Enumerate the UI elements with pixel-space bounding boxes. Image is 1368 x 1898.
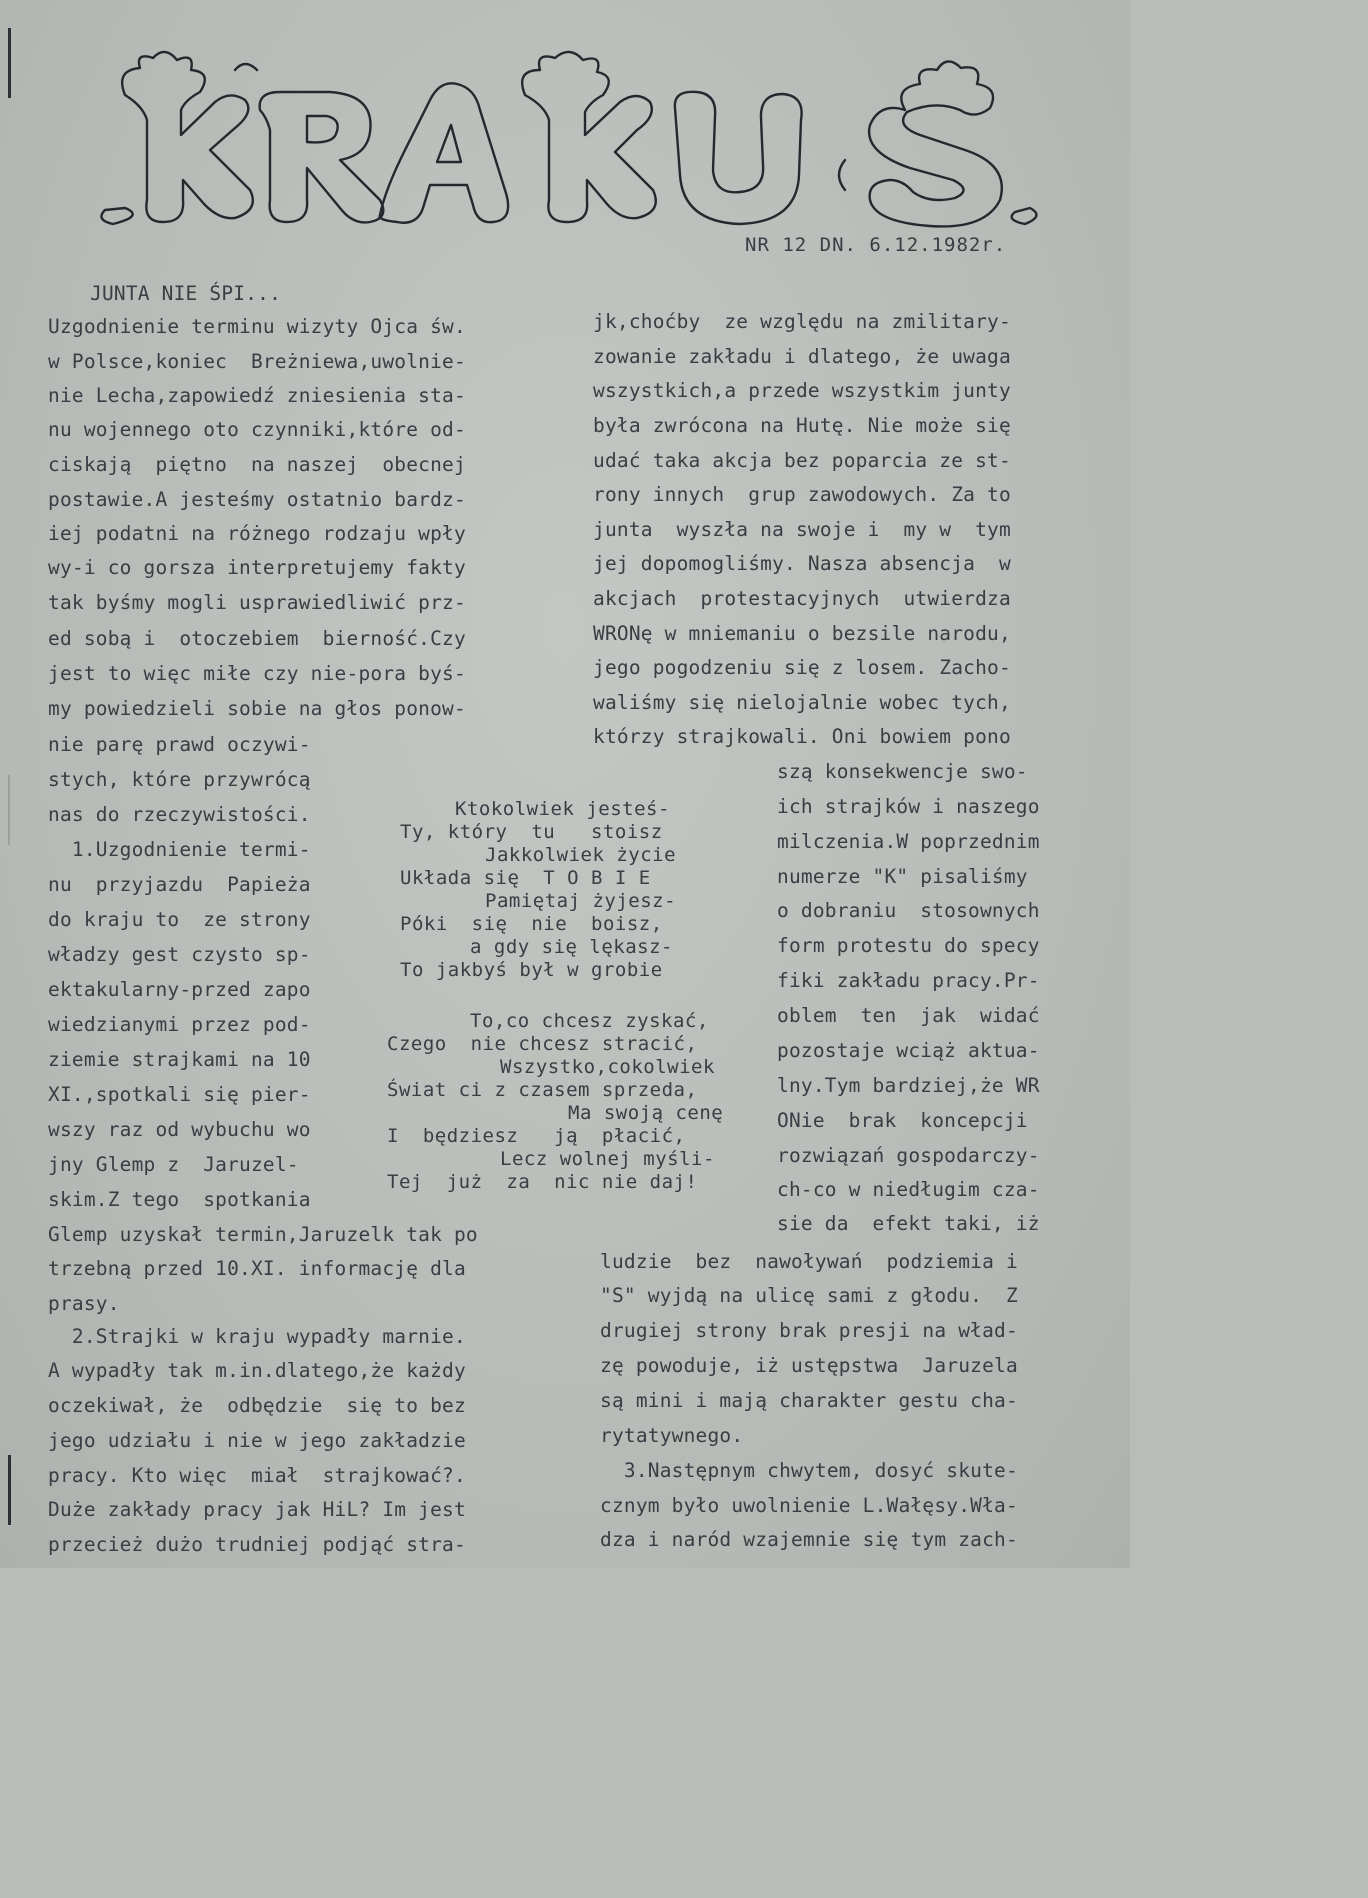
right-column-line: junta wyszła na swoje i my w tym [593,518,1011,541]
left-column-line: pracy. Kto więc miał strajkować?. [48,1464,466,1487]
left-column-line: iej podatni na różnego rodzaju wpły [48,522,466,545]
poem-line: a gdy się lękasz- [470,936,673,958]
left-column-line: wiedzianymi przez pod- [48,1013,311,1036]
right-column-line: jej dopomogliśmy. Nasza absencja w [593,552,1011,575]
right-column-line: rony innych grup zawodowych. Za to [593,483,1011,506]
left-column-line: Glemp uzyskał termin,Jaruzelk tak po [48,1223,478,1246]
left-column-line: nas do rzeczywistości. [48,803,311,826]
right-column-line: waliśmy się nielojalnie wobec tych, [593,691,1011,714]
right-column-line: form protestu do specy [777,934,1040,957]
poem-line: Czego nie chcesz stracić, [387,1033,698,1055]
right-column-line: rozwiązań gospodarczy- [777,1144,1040,1167]
poem-line: To,co chcesz zyskać, [470,1010,709,1032]
right-column-line: wszystkich,a przede wszystkim junty [593,379,1011,402]
right-column-line: są mini i mają charakter gestu cha- [600,1389,1018,1412]
left-column-line: ektakularny-przed zapo [48,978,311,1001]
poem-line: Układa się T O B I E [400,867,651,889]
right-column-line: "S" wyjdą na ulicę sami z głodu. Z [600,1284,1018,1307]
left-column-line: postawie.A jesteśmy ostatnio bardz- [48,488,466,511]
poem-line: Ma swoją cenę [568,1102,724,1124]
poem-line: To jakbyś był w grobie [400,959,663,981]
left-column-line: ciskają piętno na naszej obecnej [48,453,466,476]
right-column-line: oblem ten jak widać [777,1004,1040,1027]
poem-line: Pamiętaj żyjesz- [485,890,677,912]
left-column-line: jest to więc miłe czy nie-pora byś- [48,662,466,685]
poem-line: Świat ci z czasem sprzeda, [387,1079,698,1101]
binding-mark [8,1455,11,1525]
left-column-line: XI.,spotkali się pier- [48,1083,311,1106]
article-heading: JUNTA NIE ŚPI... [90,282,282,305]
left-column-line: wy-i co gorsza interpretujemy fakty [48,556,466,579]
poem-line: Ty, który tu stoisz [400,821,663,843]
binding-mark [8,775,10,845]
left-column-line: wszy raz od wybuchu wo [48,1118,311,1141]
binding-mark [8,28,11,98]
right-column-line: ONie brak koncepcji [777,1109,1028,1132]
right-column-line: fiki zakładu pracy.Pr- [777,969,1040,992]
left-column-line: Uzgodnienie terminu wizyty Ojca św. [48,315,466,338]
left-column-line: ziemie strajkami na 10 [48,1048,311,1071]
right-column-line: ludzie bez nawoływań podziemia i [600,1250,1018,1273]
left-column-line: oczekiwał, że odbędzie się to bez [48,1394,466,1417]
poem-line: Ktokolwiek jesteś- [455,798,670,820]
right-column-line: dza i naród wzajemnie się tym zach- [600,1528,1018,1551]
left-column-line: A wypadły tak m.in.dlatego,że każdy [48,1359,466,1382]
right-column-line: szą konsekwencje swo- [777,760,1028,783]
right-column-line: udać taka akcja bez poparcia ze st- [593,449,1011,472]
left-column-line: stych, które przywrócą [48,768,311,791]
right-column-line: akcjach protestacyjnych utwierdza [593,587,1011,610]
left-column-line: jego udziału i nie w jego zakładzie [48,1429,466,1452]
left-column-line: nie Lecha,zapowiedź zniesienia sta- [48,384,466,407]
right-column-line: była zwrócona na Hutę. Nie może się [593,414,1011,437]
right-column-line: lny.Tym bardziej,że WR [777,1074,1040,1097]
left-column-line: prasy. [48,1292,120,1315]
left-column-line: nie parę prawd oczywi- [48,733,311,756]
right-column-line: 3.Następnym chwytem, dosyć skute- [600,1459,1018,1482]
poem-line: Tej już za nic nie daj! [387,1171,698,1193]
right-column-line: cznym było uwolnienie L.Wałęsy.Wła- [600,1494,1018,1517]
left-column-line: władzy gest czysto sp- [48,943,311,966]
right-column-line: jego pogodzeniu się z losem. Zacho- [593,656,1011,679]
poem-line: I będziesz ją płacić, [387,1125,686,1147]
masthead-title-art [85,40,1045,240]
right-column-line: sie da efekt taki, iż [777,1212,1040,1235]
right-column-line: milczenia.W poprzednim [777,830,1040,853]
issue-number-date: NR 12 DN. 6.12.1982r. [745,234,1007,256]
left-column-line: jny Glemp z Jaruzel- [48,1153,299,1176]
right-column-line: ch-co w niedługim cza- [777,1178,1040,1201]
masthead-logo [85,40,1045,240]
poem-line: Jakkolwiek życie [485,844,677,866]
left-column-line: przecież dużo trudniej podjąć stra- [48,1533,466,1556]
right-column-line: zę powoduje, iż ustępstwa Jaruzela [600,1354,1018,1377]
right-column-line: o dobraniu stosownych [777,899,1040,922]
left-column-line: trzebną przed 10.XI. informację dla [48,1257,466,1280]
left-column-line: nu przyjazdu Papieża [48,873,311,896]
left-column-line: w Polsce,koniec Breżniewa,uwolnie- [48,350,466,373]
right-column-line: ich strajków i naszego [777,795,1040,818]
poem-line: Wszystko,cokolwiek [500,1056,715,1078]
left-column-line: do kraju to ze strony [48,908,311,931]
right-column-line: pozostaje wciąż aktua- [777,1039,1040,1062]
poem-line: Lecz wolnej myśli- [500,1148,715,1170]
left-column-line: tak byśmy mogli usprawiedliwić prz- [48,591,466,614]
left-column-line: skim.Z tego spotkania [48,1188,311,1211]
right-column-line: rytatywnego. [600,1424,744,1447]
left-column-line: my powiedzieli sobie na głos ponow- [48,697,466,720]
right-column-line: którzy strajkowali. Oni bowiem pono [593,725,1011,748]
left-column-line: ed sobą i otoczebiem bierność.Czy [48,627,466,650]
left-column-line: nu wojennego oto czynniki,które od- [48,418,466,441]
right-column-line: zowanie zakładu i dlatego, że uwaga [593,345,1011,368]
right-column-line: jk,choćby ze względu na zmilitary- [593,310,1011,333]
left-column-line: 2.Strajki w kraju wypadły marnie. [48,1325,466,1348]
right-column-line: drugiej strony brak presji na wład- [600,1319,1018,1342]
right-column-line: WRONę w mniemaniu o bezsile narodu, [593,622,1011,645]
right-column-line: numerze "K" pisaliśmy [777,865,1028,888]
poem-line: Póki się nie boisz, [400,913,663,935]
left-column-line: 1.Uzgodnienie termi- [48,838,311,861]
left-column-line: Duże zakłady pracy jak HiL? Im jest [48,1498,466,1521]
